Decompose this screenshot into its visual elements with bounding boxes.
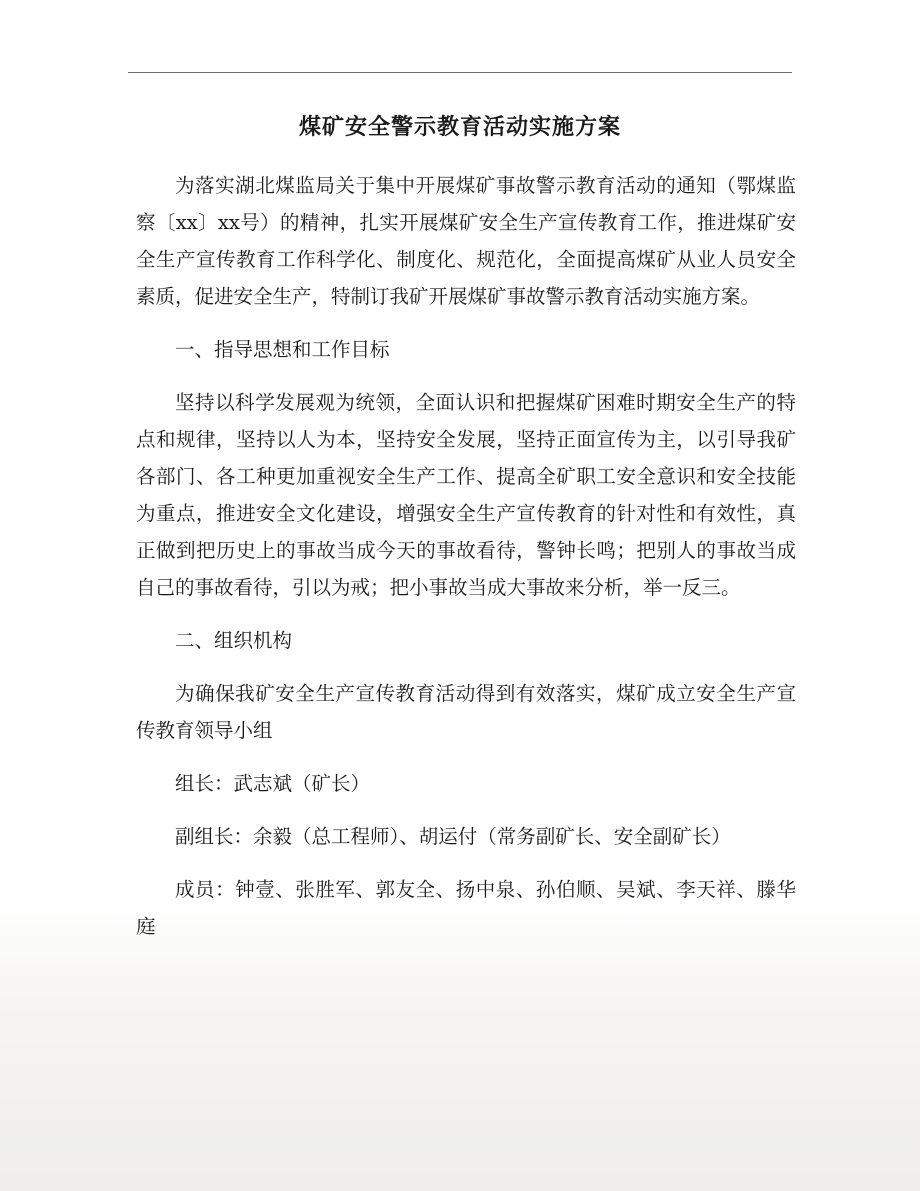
deputy-leader-line: 副组长：余毅（总工程师）、胡运付（常务副矿长、安全副矿长） xyxy=(175,825,731,848)
group-leader-line: 组长：武志斌（矿长） xyxy=(175,772,371,795)
section-heading-guiding-ideology: 一、指导思想和工作目标 xyxy=(175,338,390,361)
document-body xyxy=(136,167,796,945)
intro-paragraph: 为落实湖北煤监局关于集中开展煤矿事故警示教育活动的通知（鄂煤监察〔xx〕xx号）的精神，扎实开展煤矿安全生产宣传教育工作，推进煤矿安全生产宣传教育工作科学化、制度化、规范化，全面提高煤矿从业人员安全素质，促进安全生产，特制订我矿开展煤矿事故警示教育活动实施方案。 xyxy=(136,174,796,308)
members-line: 成员：钟壹、张胜军、郭友全、扬中泉、孙伯顺、吴斌、李天祥、滕华庭 xyxy=(136,878,796,938)
header-rule xyxy=(128,72,792,73)
document-title: 煤矿安全警示教育活动实施方案 xyxy=(298,114,621,140)
section-heading-organization: 二、组织机构 xyxy=(175,629,293,652)
guiding-ideology-paragraph: 坚持以科学发展观为统领，全面认识和把握煤矿困难时期安全生产的特点和规律，坚持以人为本，坚持安全发展，坚持正面宣传为主，以引导我矿各部门、各工种更加重视安全生产工作、提高全矿职工安全意识和安全技能为重点，推进安全文化建设，增强安全生产宣传教育的针对性和有效性，真正做到把历史上的事故当成今天的事故看待，警钟长鸣；把别人的事故当成自己的事故看待，引以为戒；把小事故当成大事故来分析，举一反三。 xyxy=(136,391,796,599)
organization-paragraph: 为确保我矿安全生产宣传教育活动得到有效落实，煤矿成立安全生产宣传教育领导小组 xyxy=(136,682,796,742)
